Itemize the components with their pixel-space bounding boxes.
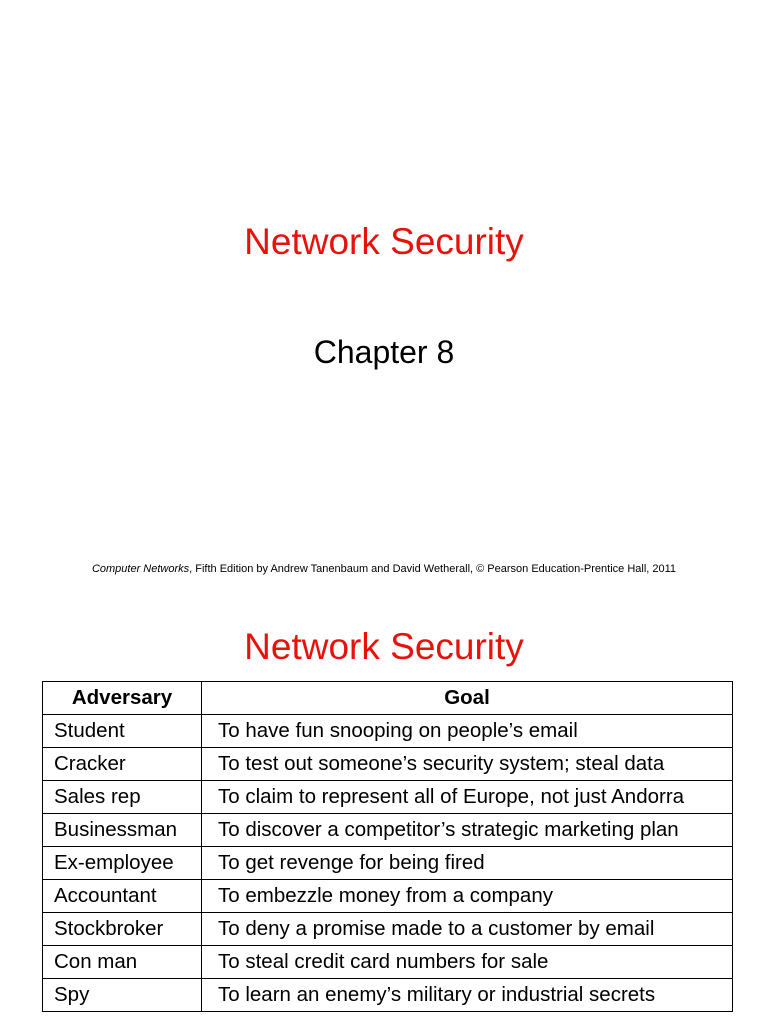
adversary-cell: Businessman	[43, 814, 202, 847]
footer-credits: , Fifth Edition by Andrew Tanenbaum and David Wetherall, © Pearson Education-Prentice Hall, 2011	[189, 563, 677, 575]
goal-cell: To claim to represent all of Europe, not just Andorra	[202, 781, 733, 814]
table-row	[43, 979, 733, 1012]
column-header-adversary: Adversary	[43, 682, 202, 715]
table-row	[43, 946, 733, 979]
goal-cell: To test out someone’s security system; steal data	[202, 748, 733, 781]
adversary-cell: Accountant	[43, 880, 202, 913]
goal-cell: To embezzle money from a company	[202, 880, 733, 913]
table-row	[43, 913, 733, 946]
adversary-cell: Stockbroker	[43, 913, 202, 946]
table-row	[43, 748, 733, 781]
adversary-cell: Con man	[43, 946, 202, 979]
goal-cell: To steal credit card numbers for sale	[202, 946, 733, 979]
table-row	[43, 847, 733, 880]
table-row	[43, 715, 733, 748]
goal-cell: To deny a promise made to a customer by email	[202, 913, 733, 946]
goal-cell: To get revenge for being fired	[202, 847, 733, 880]
slide-title: Network Security	[244, 221, 524, 262]
adversary-cell: Student	[43, 715, 202, 748]
slide-2	[0, 590, 768, 1024]
adversary-cell: Ex-employee	[43, 847, 202, 880]
adversary-cell: Cracker	[43, 748, 202, 781]
slide-title: Network Security	[244, 626, 524, 667]
book-title: Computer Networks	[91, 563, 190, 575]
goal-cell: To learn an enemy’s military or industrial secrets	[202, 979, 733, 1012]
table-row	[43, 880, 733, 913]
chapter-subtitle: Chapter 8	[313, 334, 455, 370]
adversary-table	[42, 681, 733, 1012]
table-header-row	[43, 682, 733, 715]
copyright-footer	[0, 562, 768, 576]
table-row	[43, 814, 733, 847]
adversary-cell: Sales rep	[43, 781, 202, 814]
column-header-goal: Goal	[202, 682, 733, 715]
adversary-cell: Spy	[43, 979, 202, 1012]
goal-cell: To discover a competitor’s strategic marketing plan	[202, 814, 733, 847]
goal-cell: To have fun snooping on people’s email	[202, 715, 733, 748]
table-row	[43, 781, 733, 814]
